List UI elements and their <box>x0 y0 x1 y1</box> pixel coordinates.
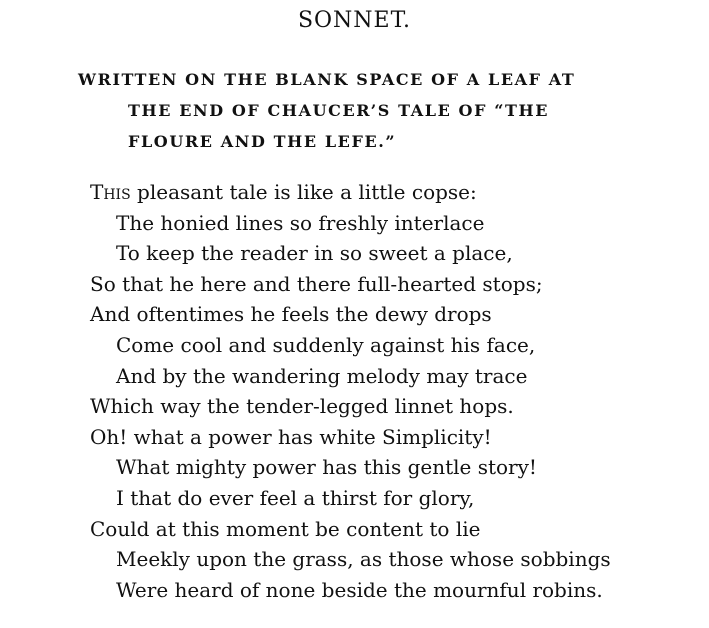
subtitle-line: WRITTEN ON THE BLANK SPACE OF A LEAF AT <box>78 70 576 89</box>
poem-line: Come cool and suddenly against his face, <box>116 332 536 357</box>
poem-first-word: This <box>90 180 131 204</box>
poem-line: Which way the tender-legged linnet hops. <box>90 394 514 419</box>
poem-line: What mighty power has this gentle story! <box>116 455 537 480</box>
poem-line-text: pleasant tale is like a little copse: <box>130 180 477 204</box>
poem-line <box>90 177 690 208</box>
poem-line: I that do ever feel a thirst for glory, <box>116 485 475 510</box>
poem-line: The honied lines so freshly interlace <box>116 210 485 235</box>
poem-body <box>90 177 690 605</box>
poem-line: Could at this moment be content to lie <box>90 516 481 541</box>
subtitle-line: FLOURE AND THE LEFE.” <box>128 132 397 151</box>
poem-line: So that he here and there full-hearted stops; <box>90 271 543 296</box>
poem-line: Oh! what a power has white Simplicity! <box>90 424 492 449</box>
subtitle-line: THE END OF CHAUCER’S TALE OF “THE <box>128 101 550 120</box>
poem-line: Were heard of none beside the mournful robins. <box>116 577 603 602</box>
poem-line: And by the wandering melody may trace <box>116 363 528 388</box>
poem-line: And oftentimes he feels the dewy drops <box>90 302 492 327</box>
poem-subtitle <box>78 64 678 157</box>
poem-title: SONNET. <box>297 8 412 33</box>
poem-line: To keep the reader in so sweet a place, <box>116 241 513 266</box>
poem-line: Meekly upon the grass, as those whose sobbings <box>116 547 611 572</box>
